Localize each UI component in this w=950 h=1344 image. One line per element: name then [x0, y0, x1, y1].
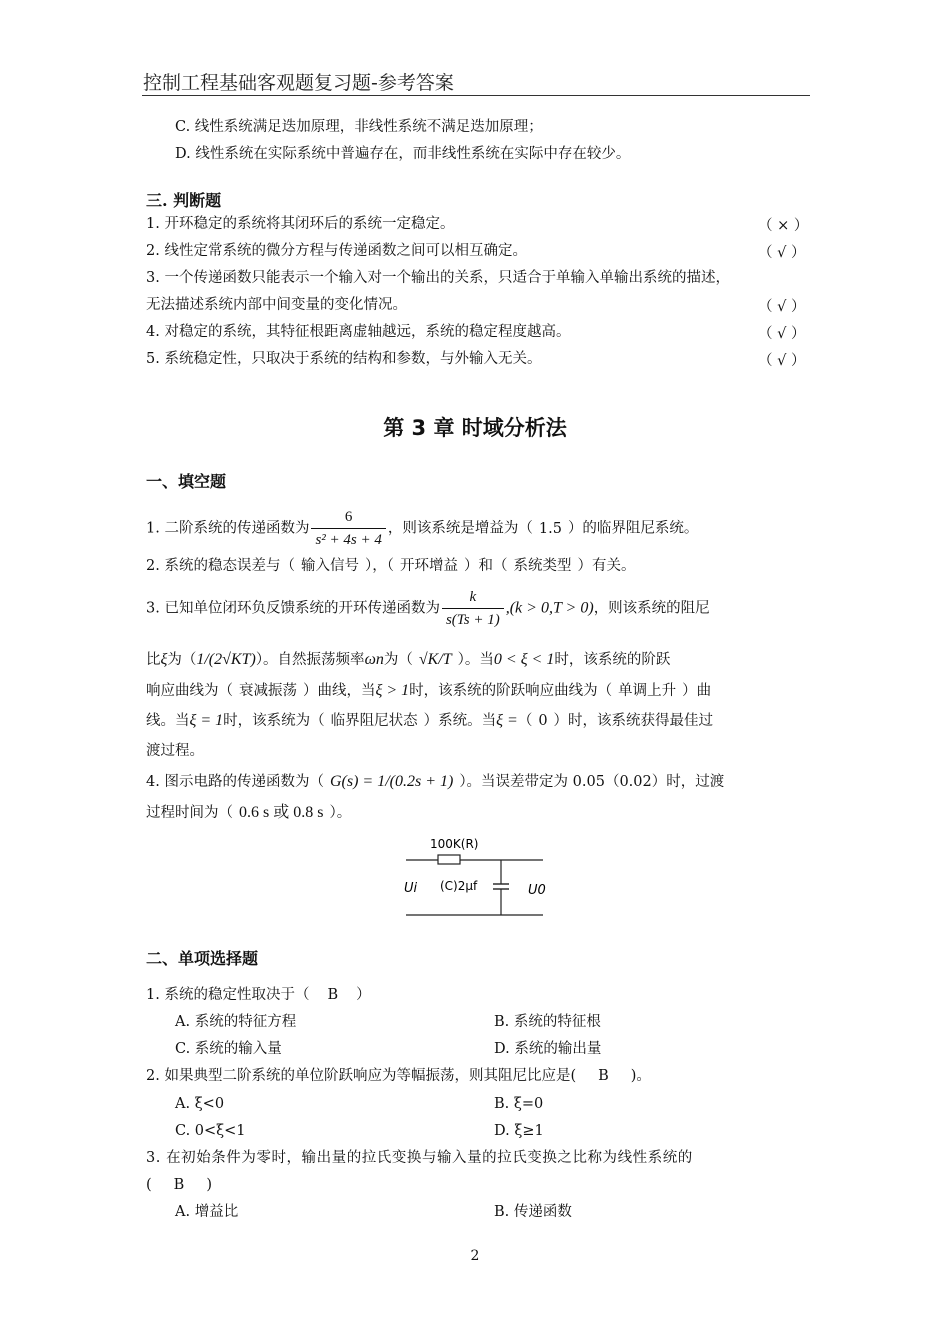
fill-q3-post: ，则该系统的阻尼 — [593, 600, 710, 617]
fill-q2-pre: 2. 系统的稳态误差与（ — [146, 558, 295, 574]
fill-heading: 一、填空题 — [146, 472, 227, 491]
fill-q4-pre: 4. 图示电路的传递函数为（ — [146, 774, 324, 790]
mc-q2-tail: )。 — [630, 1068, 651, 1084]
fill-q3-cond4: ξ = 1 — [189, 712, 224, 729]
fill-q3-xi: ξ — [160, 651, 168, 668]
fill-q3-answer-5: 临界阻尼状态 — [330, 713, 418, 729]
fill-q3-l2c: ）。自然振荡频率 — [255, 652, 365, 668]
judge-item-3: 3. 一个传递函数只能表示一个输入对一个输出的关系，只适合于单输入单输出系统的描述， — [146, 270, 730, 286]
option-c: C. 线性系统满足迭加原理，非线性系统不满足迭加原理； — [175, 119, 543, 135]
resistor-symbol — [438, 855, 460, 864]
mc-q2-option-a: A. ξ<0 — [175, 1096, 225, 1112]
fill-q3-l3d: ）曲 — [682, 683, 712, 699]
fill-q1-pre: 1. 二阶系统的传递函数为 — [146, 520, 310, 537]
fill-q4-answer-2: 0.6 s 或 0.8 s — [239, 804, 324, 821]
fill-q3-answer-1: 1/(2√KT) — [196, 651, 256, 668]
fill-q3-den: s(Ts + 1) — [445, 612, 500, 628]
fill-q3-l2e: ）。当 — [457, 652, 494, 668]
fill-q3-l2d: 为（ — [383, 652, 413, 668]
fill-q2 — [146, 556, 635, 576]
fill-q3-l4b: 时，该系统为（ — [223, 713, 325, 729]
mc-q3-open: ( — [146, 1177, 152, 1193]
fill-q2-mid-2: ）和（ — [463, 558, 508, 574]
fill-q2-tail: ）有关。 — [577, 558, 636, 574]
fill-q3-wn: ωn — [364, 651, 384, 668]
fill-q3-answer-6: 0 — [538, 713, 548, 729]
judge-mark-2: （ √ ） — [758, 245, 806, 261]
fill-q1-answer: 1.5 — [538, 520, 562, 537]
fill-q3-cond5: ξ = — [496, 712, 518, 729]
output-label: U0 — [528, 883, 546, 898]
fill-q3-l3b: ）曲线，当 — [303, 683, 376, 699]
fill-q3-l2b: 为（ — [167, 652, 197, 668]
mc-q1 — [146, 985, 371, 1005]
fill-q3-answer-2: √K/T — [418, 651, 452, 668]
fill-q3-line3 — [146, 681, 711, 701]
judge-item-2: 2. 线性定常系统的微分方程与传递函数之间可以相互确定。 — [146, 243, 527, 259]
judge-mark-4: （ √ ） — [758, 326, 806, 342]
mc-q3-line2 — [146, 1175, 212, 1195]
fill-q1-den: s² + 4s + 4 — [315, 532, 382, 548]
fill-q1-post: ，则该系统是增益为（ — [387, 520, 533, 537]
header-rule — [142, 95, 810, 96]
fill-q4-l2a: 过程时间为（ — [146, 805, 233, 821]
mc-q1-option-b: B. 系统的特征根 — [494, 1014, 601, 1030]
fill-q3-cond2: 0 < ξ < 1 — [493, 651, 555, 668]
fill-q3-line1 — [146, 586, 710, 631]
fill-q4-l2b: ）。 — [329, 805, 352, 821]
fill-q3-l4c: ）系统。当 — [423, 713, 497, 729]
judge-mark-1: （ × ） — [758, 218, 809, 234]
fill-q3-line5: 渡过程。 — [146, 743, 204, 759]
fill-q4-answer: G(s) = 1/(0.2s + 1) — [329, 773, 454, 790]
fill-q4-line1 — [146, 772, 724, 792]
fill-q3-cond3: ξ > 1 — [375, 682, 410, 699]
mc-q3-answer: B — [173, 1177, 185, 1193]
judge-item-3-cont: 无法描述系统内部中间变量的变化情况。 — [146, 297, 407, 313]
fill-q3-l4a: 线。当 — [146, 713, 190, 729]
header-title: 控制工程基础客观题复习题-参考答案 — [143, 72, 454, 94]
fill-q3-cond: ,(k > 0,T > 0) — [505, 599, 594, 617]
fill-q3-l2f: 时，该系统的阶跃 — [554, 652, 671, 668]
judge-item-4: 4. 对稳定的系统，其特征根距离虚轴越远，系统的稳定程度越高。 — [146, 324, 571, 340]
fill-q4-post: ）。当误差带定为 0.05（0.02）时，过渡 — [459, 774, 725, 790]
fill-q4-line2 — [146, 803, 351, 823]
fill-q3-l4d: （ — [517, 713, 533, 729]
mc-q3-option-b: B. 传递函数 — [494, 1204, 572, 1220]
mc-q2-text: 2. 如果典型二阶系统的单位阶跃响应为等幅振荡，则其阻尼比应是( — [146, 1068, 577, 1084]
mc-q2-answer: B — [598, 1068, 609, 1084]
option-d: D. 线性系统在实际系统中普遍存在，而非线性系统在实际中存在较少。 — [175, 146, 631, 162]
fill-q3-line2 — [146, 650, 670, 670]
mc-q2-option-c: C. 0<ξ<1 — [175, 1123, 246, 1139]
fill-q3-l3a: 响应曲线为（ — [146, 683, 233, 699]
fill-q3-fraction — [442, 586, 504, 631]
fill-q1-tail: ）的临界阻尼系统。 — [567, 520, 699, 537]
judge-item-1: 1. 开环稳定的系统将其闭环后的系统一定稳定。 — [146, 216, 455, 232]
resistor-label: 100K(R) — [430, 837, 479, 851]
fill-q3-l4e: ）时，该系统获得最佳过 — [553, 713, 714, 729]
input-label: Ui — [404, 881, 418, 896]
mc-q3-option-a: A. 增益比 — [175, 1204, 239, 1220]
fill-q3-l2a: 比 — [146, 652, 161, 668]
fill-q3-answer-3: 衰减振荡 — [239, 683, 297, 699]
fill-q3-answer-4: 单调上升 — [618, 683, 677, 699]
mc-q2 — [146, 1066, 651, 1086]
page-number: 2 — [470, 1248, 480, 1264]
mc-q1-text: 1. 系统的稳定性取决于（ — [146, 987, 310, 1003]
judge-item-5: 5. 系统稳定性，只取决于系统的结构和参数，与外输入无关。 — [146, 351, 542, 367]
judge-mark-5: （ √ ） — [758, 353, 806, 369]
fill-q2-answer-3: 系统类型 — [513, 558, 572, 574]
mc-q3-text: 3. 在初始条件为零时，输出量的拉氏变换与输入量的拉氏变换之比称为线性系统的 — [146, 1150, 693, 1166]
judge-mark-3: （ √ ） — [758, 299, 806, 315]
fill-q2-mid-1: ），（ — [364, 558, 394, 574]
mc-q1-answer: B — [327, 987, 339, 1003]
fill-q2-answer-2: 开环增益 — [399, 558, 458, 574]
mc-q2-option-d: D. ξ≥1 — [494, 1123, 544, 1139]
mc-q1-option-a: A. 系统的特征方程 — [175, 1014, 297, 1030]
fill-q1-fraction — [311, 506, 385, 551]
chapter-title: 第 3 章 时域分析法 — [383, 416, 567, 440]
capacitor-label: (C)2μf — [440, 879, 478, 893]
fill-q1 — [146, 506, 698, 551]
fill-q1-num: 6 — [311, 506, 385, 529]
mc-q2-option-b: B. ξ=0 — [494, 1096, 544, 1112]
single-heading: 二、单项选择题 — [146, 949, 259, 968]
fill-q3-line4 — [146, 711, 713, 731]
judge-heading: 三. 判断题 — [146, 191, 222, 210]
rc-circuit-diagram — [398, 830, 558, 922]
fill-q2-answer-1: 输入信号 — [300, 558, 359, 574]
fill-q3-pre: 3. 已知单位闭环负反馈系统的开环传递函数为 — [146, 600, 440, 617]
mc-q1-option-d: D. 系统的输出量 — [494, 1041, 602, 1057]
fill-q3-num: k — [442, 586, 504, 609]
mc-q1-tail: ） — [356, 987, 371, 1003]
fill-q3-l3c: 时，该系统的阶跃响应曲线为（ — [409, 683, 613, 699]
mc-q1-option-c: C. 系统的输入量 — [175, 1041, 282, 1057]
mc-q3-close: ) — [206, 1177, 212, 1193]
